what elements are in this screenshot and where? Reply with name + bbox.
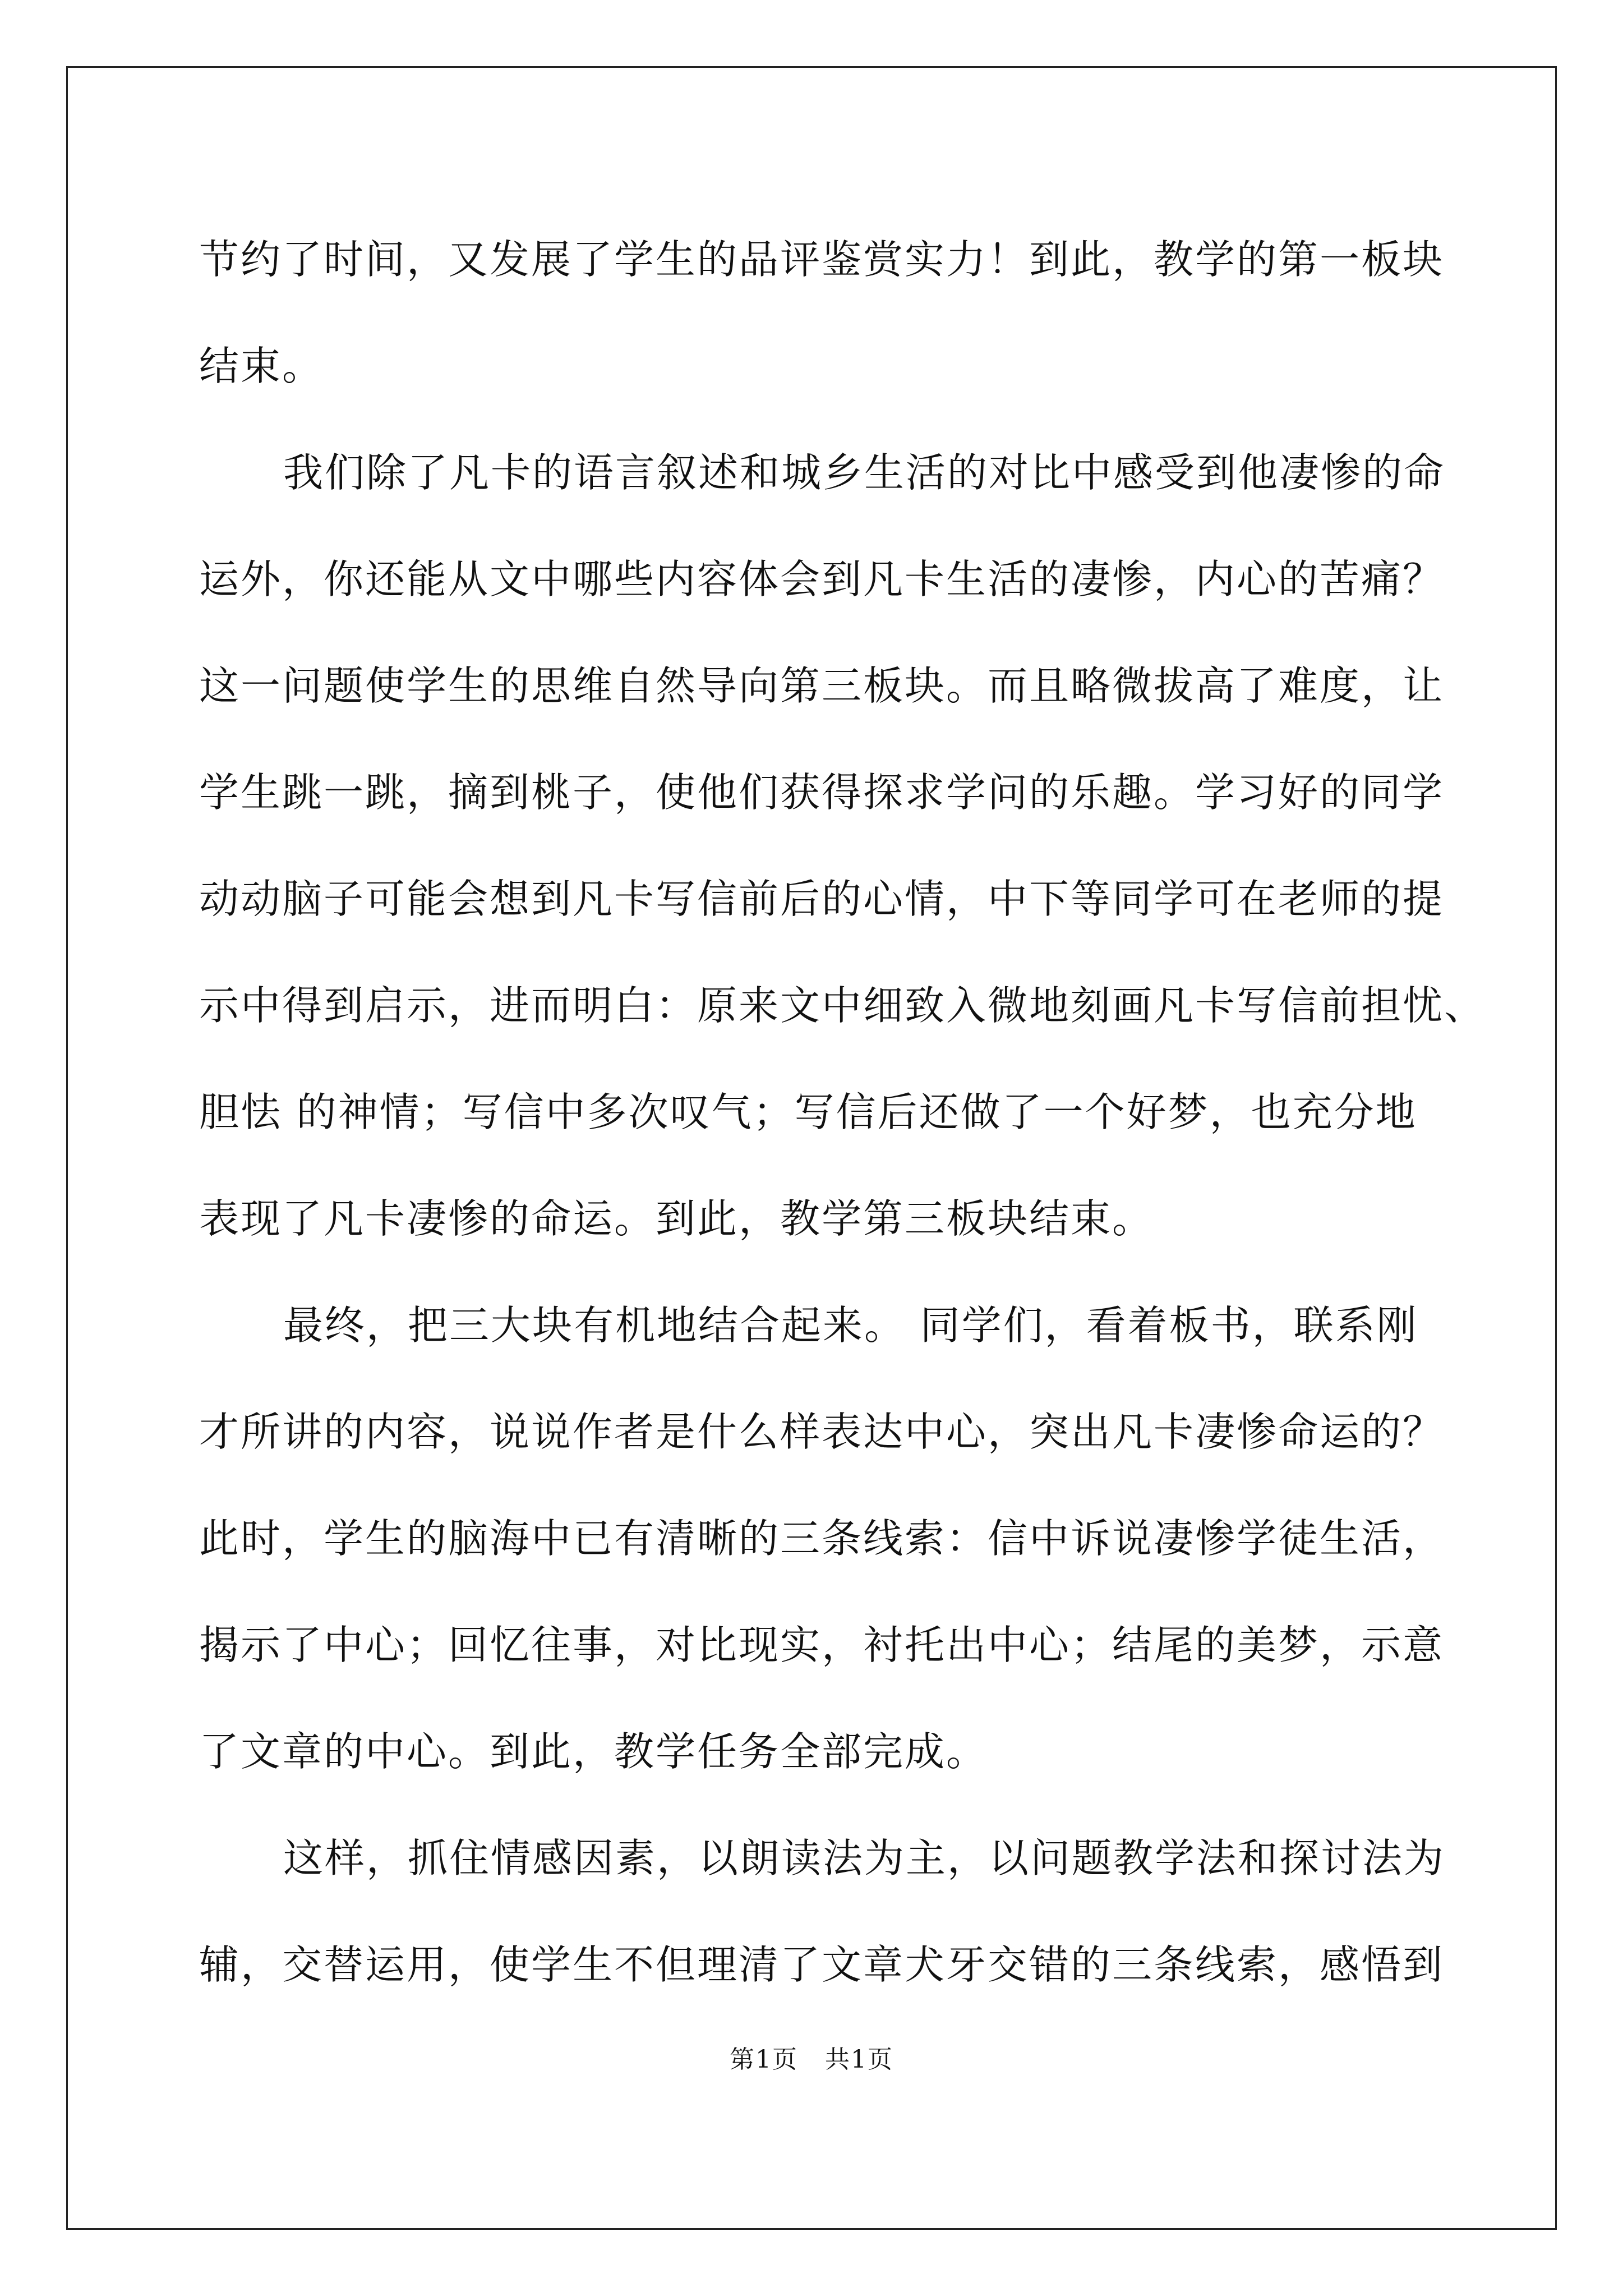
- body-line: 胆怯 的神情；写信中多次叹气；写信后还做了一个好梦，也充分地: [199, 1089, 1417, 1135]
- body-line: 这一问题使学生的思维自然导向第三板块。而且略微拔高了难度，让: [199, 662, 1445, 709]
- body-line: 动动脑子可能会想到凡卡写信前后的心情，中下等同学可在老师的提: [199, 876, 1445, 922]
- page-total: 共1页: [825, 2045, 893, 2074]
- body-line: 此时，学生的脑海中已有清晰的三条线索：信中诉说凄惨学徒生活，: [199, 1515, 1445, 1562]
- body-line: 示中得到启示，进而明白：原来文中细致入微地刻画凡卡写信前担忧、: [199, 982, 1486, 1029]
- page-footer: [0, 2039, 1623, 2075]
- paragraph-start-line: 最终，把三大块有机地结合起来。 同学们，看着板书，联系刚: [283, 1302, 1418, 1349]
- paragraph-start-line: 这样，抓住情感因素，以朗读法为主，以问题教学法和探讨法为: [283, 1835, 1446, 1881]
- paragraph-start-line: 我们除了凡卡的语言叙述和城乡生活的对比中感受到他凄惨的命: [283, 449, 1446, 496]
- page-number: 第1页: [730, 2045, 798, 2074]
- body-line: 节约了时间，又发展了学生的品评鉴赏实力！到此，教学的第一板块: [199, 236, 1445, 283]
- body-line: 辅，交替运用，使学生不但理清了文章犬牙交错的三条线索，感悟到: [199, 1941, 1445, 1988]
- body-line: 结束。: [199, 343, 324, 389]
- body-line: 才所讲的内容，说说作者是什么样表达中心，突出凡卡凄惨命运的？: [199, 1409, 1445, 1455]
- body-line: 了文章的中心。到此，教学任务全部完成。: [199, 1728, 988, 1775]
- document-body: [199, 206, 1486, 2018]
- body-line: 学生跳一跳，摘到桃子，使他们获得探求学问的乐趣。学习好的同学: [199, 769, 1445, 816]
- body-line: 揭示了中心；回忆往事，对比现实，衬托出中心；结尾的美梦，示意: [199, 1622, 1445, 1668]
- body-line: 运外，你还能从文中哪些内容体会到凡卡生活的凄惨，内心的苦痛？: [199, 556, 1445, 602]
- body-line: 表现了凡卡凄惨的命运。到此，教学第三板块结束。: [199, 1195, 1154, 1242]
